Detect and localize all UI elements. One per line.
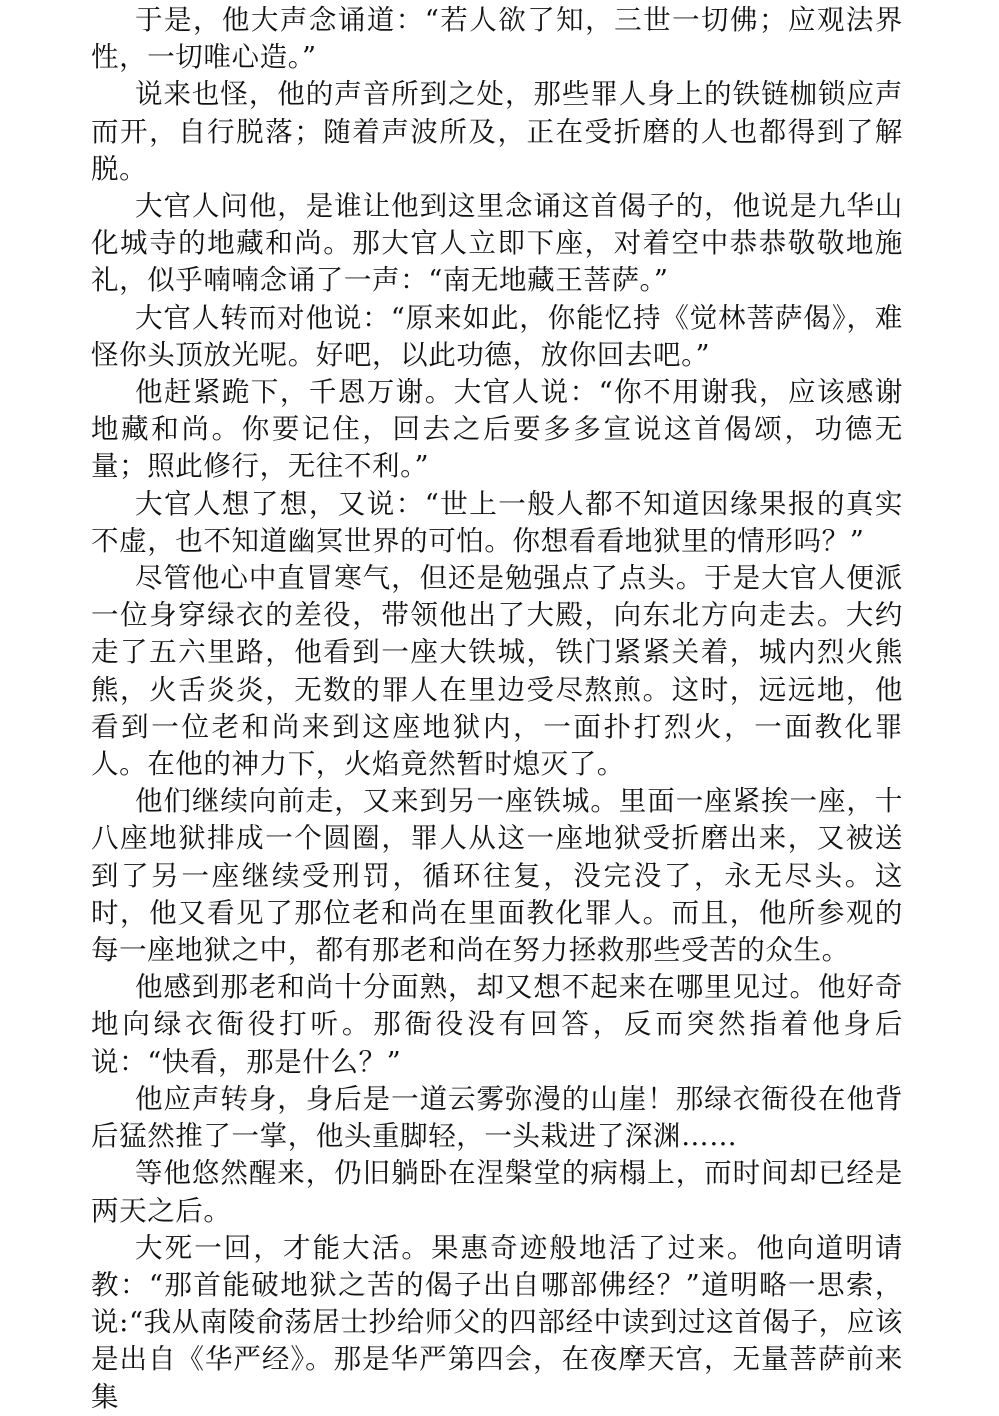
paragraph-12: 大死一回，才能大活。果惠奇迹般地活了过来。他向道明请教：“那首能破地狱之苦的偈子出自哪部佛经？”道明略一思索，说:“我从南陵俞荡居士抄给师父的四部经中读到过这首偈子，应该是出自《华严经》。那是华严第四会，在夜摩天宫，无量菩萨前来集 [91,1231,903,1413]
paragraph-5: 他赶紧跪下，千恩万谢。大官人说：“你不用谢我，应该感谢地藏和尚。你要记住，回去之后要多多宣说这首偈颂，功德无量；照此修行，无往不利。” [91,376,903,483]
paragraph-10: 他应声转身，身后是一道云雾弥漫的山崖！那绿衣衙役在他背后猛然推了一掌，他头重脚轻，一头栽进了深渊…… [91,1082,903,1153]
paragraph-2: 说来也怪，他的声音所到之处，那些罪人身上的铁链枷锁应声而开，自行脱落；随着声波所及，正在受折磨的人也都得到了解脱。 [91,78,903,185]
paragraph-11: 等他悠然醒来，仍旧躺卧在涅槃堂的病榻上，而时间却已经是两天之后。 [91,1157,903,1227]
paragraph-3: 大官人问他，是谁让他到这里念诵这首偈子的，他说是九华山化城寺的地藏和尚。那大官人立即下座，对着空中恭恭敬敬地施礼，似乎喃喃念诵了一声：“南无地藏王菩萨。” [91,190,903,297]
paragraph-4: 大官人转而对他说：“原来如此，你能忆持《觉林菩萨偈》，难怪你头顶放光呢。好吧，以此功德，放你回去吧。” [91,301,903,371]
paragraph-8: 他们继续向前走，又来到另一座铁城。里面一座紧挨一座，十八座地狱排成一个圆圈，罪人从这一座地狱受折磨出来，又被送到了另一座继续受刑罚，循环往复，没完没了，永无尽头。这时，他又看见了那位老和尚在里面教化罪人。而且，他所参观的每一座地狱之中，都有那老和尚在努力拯救那些受苦的众生。 [91,785,903,967]
document-page [91,2,903,1416]
paragraph-6: 大官人想了想，又说：“世上一般人都不知道因缘果报的真实不虚，也不知道幽冥世界的可怕。你想看看地狱里的情形吗？” [91,487,903,557]
paragraph-9: 他感到那老和尚十分面熟，却又想不起来在哪里见过。他好奇地向绿衣衙役打听。那衙役没有回答，反而突然指着他身后说：“快看，那是什么？” [91,971,903,1078]
paragraph-7: 尽管他心中直冒寒气，但还是勉强点了点头。于是大官人便派一位身穿绿衣的差役，带领他出了大殿，向东北方向走去。大约走了五六里路，他看到一座大铁城，铁门紧紧关着，城内烈火熊熊，火舌炎炎，无数的罪人在里边受尽熬煎。这时，远远地，他看到一位老和尚来到这座地狱内，一面扑打烈火，一面教化罪人。在他的神力下，火焰竟然暂时熄灭了。 [91,562,903,781]
paragraph-1: 于是，他大声念诵道：“若人欲了知，三世一切佛；应观法界性，一切唯心造。” [91,4,903,74]
